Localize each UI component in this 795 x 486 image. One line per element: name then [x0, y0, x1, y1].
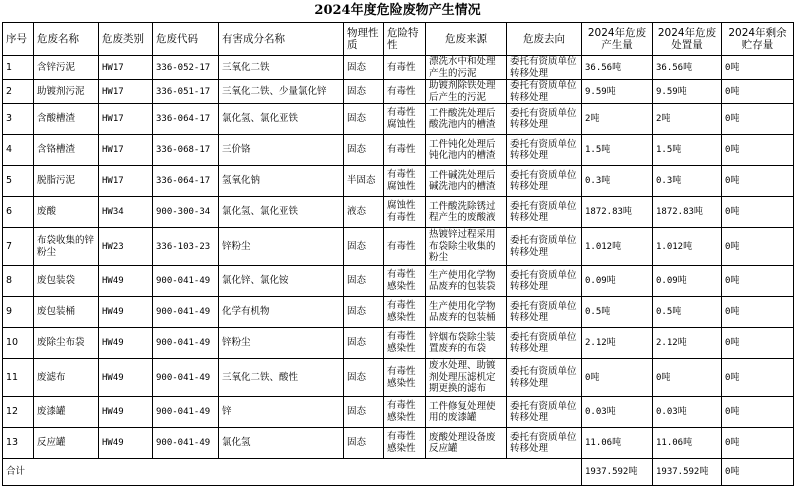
header-cell: 危废代码	[153, 23, 219, 56]
cell-index: 5	[3, 166, 34, 197]
cell-index: 1	[3, 56, 34, 80]
cell-index: 6	[3, 197, 34, 228]
cell-disposed-amount: 1872.83吨	[653, 197, 722, 228]
cell-waste-source: 漂洗水中和处理产生的污泥	[426, 56, 507, 80]
cell-disposed-amount: 0吨	[653, 359, 722, 397]
cell-waste-category: HW17	[99, 104, 153, 135]
cell-waste-source: 工件酸洗处理后酸洗池内的槽渣	[426, 104, 507, 135]
cell-hazard-property: 有毒性 感染性	[384, 428, 426, 459]
cell-index: 2	[3, 80, 34, 104]
cell-hazardous-component: 氢氧化钠	[219, 166, 344, 197]
cell-hazard-property: 有毒性 感染性	[384, 266, 426, 297]
cell-waste-code: 336-064-17	[153, 104, 219, 135]
cell-disposed-amount: 36.56吨	[653, 56, 722, 80]
cell-remaining-storage: 0吨	[722, 428, 794, 459]
cell-hazardous-component: 氯化锌、氯化铵	[219, 266, 344, 297]
cell-hazardous-component: 氯化氢、氯化亚铁	[219, 104, 344, 135]
cell-hazardous-component: 氯化氢	[219, 428, 344, 459]
cell-waste-category: HW17	[99, 56, 153, 80]
cell-waste-name: 废包装桶	[34, 297, 99, 328]
cell-index: 12	[3, 397, 34, 428]
header-cell: 危废类别	[99, 23, 153, 56]
cell-waste-destination: 委托有资质单位转移处理	[507, 135, 582, 166]
cell-physical-state: 固态	[344, 428, 384, 459]
cell-waste-code: 900-041-49	[153, 297, 219, 328]
cell-waste-category: HW49	[99, 297, 153, 328]
table-row	[3, 197, 794, 228]
header-cell: 物理性质	[344, 23, 384, 56]
cell-generated-amount: 2.12吨	[582, 328, 653, 359]
cell-waste-destination: 委托有资质单位转移处理	[507, 266, 582, 297]
table-row	[3, 266, 794, 297]
header-cell: 序号	[3, 23, 34, 56]
cell-generated-amount: 36.56吨	[582, 56, 653, 80]
cell-physical-state: 固态	[344, 104, 384, 135]
cell-hazard-property: 有毒性 感染性	[384, 359, 426, 397]
table-row	[3, 80, 794, 104]
cell-waste-destination: 委托有资质单位转移处理	[507, 197, 582, 228]
header-cell: 危废名称	[34, 23, 99, 56]
cell-generated-amount: 9.59吨	[582, 80, 653, 104]
cell-waste-code: 900-041-49	[153, 397, 219, 428]
cell-remaining-storage: 0吨	[722, 328, 794, 359]
cell-waste-source: 废水处理、助镀剂处理压滤机定期更换的滤布	[426, 359, 507, 397]
cell-waste-source: 废酸处理设备废反应罐	[426, 428, 507, 459]
cell-hazard-property: 有毒性 腐蚀性	[384, 166, 426, 197]
cell-remaining-storage: 0吨	[722, 80, 794, 104]
cell-waste-code: 336-068-17	[153, 135, 219, 166]
total-disposed: 1937.592吨	[653, 459, 722, 486]
cell-index: 9	[3, 297, 34, 328]
cell-physical-state: 固态	[344, 297, 384, 328]
cell-waste-category: HW17	[99, 166, 153, 197]
cell-hazard-property: 有毒性	[384, 228, 426, 266]
cell-waste-name: 布袋收集的锌粉尘	[34, 228, 99, 266]
cell-hazardous-component: 化学有机物	[219, 297, 344, 328]
header-cell: 危废来源	[426, 23, 507, 56]
cell-disposed-amount: 0.5吨	[653, 297, 722, 328]
cell-waste-code: 900-041-49	[153, 359, 219, 397]
cell-generated-amount: 1.012吨	[582, 228, 653, 266]
cell-waste-code: 336-064-17	[153, 166, 219, 197]
page-title: 2024年度危险废物产生情况	[314, 3, 481, 18]
table-row	[3, 135, 794, 166]
cell-index: 3	[3, 104, 34, 135]
cell-waste-name: 含锌污泥	[34, 56, 99, 80]
cell-waste-name: 废漆罐	[34, 397, 99, 428]
cell-waste-category: HW49	[99, 428, 153, 459]
cell-waste-category: HW49	[99, 359, 153, 397]
cell-waste-destination: 委托有资质单位转移处理	[507, 328, 582, 359]
cell-physical-state: 固态	[344, 266, 384, 297]
cell-waste-category: HW17	[99, 135, 153, 166]
cell-hazardous-component: 三氧化二铁、少量氯化锌	[219, 80, 344, 104]
cell-physical-state: 固态	[344, 56, 384, 80]
cell-index: 7	[3, 228, 34, 266]
cell-physical-state: 液态	[344, 197, 384, 228]
cell-index: 13	[3, 428, 34, 459]
cell-waste-category: HW23	[99, 228, 153, 266]
cell-remaining-storage: 0吨	[722, 166, 794, 197]
cell-physical-state: 半固态	[344, 166, 384, 197]
cell-waste-code: 900-041-49	[153, 328, 219, 359]
cell-generated-amount: 0.5吨	[582, 297, 653, 328]
cell-waste-destination: 委托有资质单位转移处理	[507, 297, 582, 328]
hazardous-waste-table	[2, 22, 794, 486]
cell-waste-destination: 委托有资质单位转移处理	[507, 80, 582, 104]
cell-hazard-property: 有毒性	[384, 56, 426, 80]
header-cell: 2024年危废产生量	[582, 23, 653, 56]
cell-physical-state: 固态	[344, 359, 384, 397]
table-row	[3, 397, 794, 428]
total-label: 合计	[3, 459, 582, 486]
cell-disposed-amount: 0.09吨	[653, 266, 722, 297]
cell-waste-name: 含铬槽渣	[34, 135, 99, 166]
cell-generated-amount: 1872.83吨	[582, 197, 653, 228]
cell-waste-name: 废滤布	[34, 359, 99, 397]
header-cell: 危废去向	[507, 23, 582, 56]
cell-remaining-storage: 0吨	[722, 135, 794, 166]
header-cell: 危险特性	[384, 23, 426, 56]
cell-disposed-amount: 1.5吨	[653, 135, 722, 166]
cell-waste-source: 助镀剂除铁处理后产生的污泥	[426, 80, 507, 104]
cell-physical-state: 固态	[344, 328, 384, 359]
cell-waste-source: 生产使用化学物品废弃的包装袋	[426, 266, 507, 297]
cell-waste-source: 工件修复处理使用的废漆罐	[426, 397, 507, 428]
cell-waste-category: HW49	[99, 397, 153, 428]
cell-disposed-amount: 11.06吨	[653, 428, 722, 459]
cell-hazard-property: 有毒性 感染性	[384, 297, 426, 328]
cell-generated-amount: 11.06吨	[582, 428, 653, 459]
cell-hazard-property: 有毒性 腐蚀性	[384, 104, 426, 135]
cell-waste-code: 900-041-49	[153, 266, 219, 297]
cell-hazard-property: 有毒性 感染性	[384, 397, 426, 428]
cell-hazardous-component: 锌粉尘	[219, 228, 344, 266]
cell-index: 10	[3, 328, 34, 359]
table-row	[3, 328, 794, 359]
cell-generated-amount: 2吨	[582, 104, 653, 135]
cell-waste-category: HW49	[99, 328, 153, 359]
cell-hazardous-component: 氯化氢、氯化亚铁	[219, 197, 344, 228]
cell-hazardous-component: 锌	[219, 397, 344, 428]
table-row	[3, 428, 794, 459]
header-cell: 有害成分名称	[219, 23, 344, 56]
cell-remaining-storage: 0吨	[722, 104, 794, 135]
cell-waste-code: 336-051-17	[153, 80, 219, 104]
cell-remaining-storage: 0吨	[722, 266, 794, 297]
table-row	[3, 359, 794, 397]
cell-remaining-storage: 0吨	[722, 397, 794, 428]
cell-waste-code: 900-300-34	[153, 197, 219, 228]
cell-waste-code: 900-041-49	[153, 428, 219, 459]
cell-waste-destination: 委托有资质单位转移处理	[507, 104, 582, 135]
cell-hazard-property: 有毒性	[384, 80, 426, 104]
cell-index: 11	[3, 359, 34, 397]
table-row	[3, 228, 794, 266]
cell-waste-category: HW17	[99, 80, 153, 104]
cell-physical-state: 固态	[344, 135, 384, 166]
cell-hazard-property: 腐蚀性 有毒性	[384, 197, 426, 228]
cell-generated-amount: 0.09吨	[582, 266, 653, 297]
cell-disposed-amount: 2.12吨	[653, 328, 722, 359]
cell-hazard-property: 有毒性 感染性	[384, 328, 426, 359]
table-row	[3, 297, 794, 328]
cell-waste-name: 反应罐	[34, 428, 99, 459]
cell-waste-name: 废除尘布袋	[34, 328, 99, 359]
total-remaining: 0吨	[722, 459, 794, 486]
cell-disposed-amount: 0.3吨	[653, 166, 722, 197]
cell-waste-destination: 委托有资质单位转移处理	[507, 56, 582, 80]
cell-disposed-amount: 2吨	[653, 104, 722, 135]
cell-waste-source: 工件碱洗处理后碱洗池内的槽渣	[426, 166, 507, 197]
cell-physical-state: 固态	[344, 228, 384, 266]
cell-waste-code: 336-103-23	[153, 228, 219, 266]
cell-generated-amount: 0.03吨	[582, 397, 653, 428]
cell-remaining-storage: 0吨	[722, 297, 794, 328]
cell-physical-state: 固态	[344, 80, 384, 104]
cell-waste-name: 废包装袋	[34, 266, 99, 297]
cell-waste-name: 废酸	[34, 197, 99, 228]
cell-waste-source: 热镀锌过程采用布袋除尘收集的粉尘	[426, 228, 507, 266]
cell-waste-destination: 委托有资质单位转移处理	[507, 397, 582, 428]
cell-hazardous-component: 三氧化二铁	[219, 56, 344, 80]
cell-waste-name: 脱脂污泥	[34, 166, 99, 197]
cell-waste-source: 工件酸洗除锈过程产生的废酸液	[426, 197, 507, 228]
header-cell: 2024年剩余贮存量	[722, 23, 794, 56]
cell-waste-destination: 委托有资质单位转移处理	[507, 428, 582, 459]
total-row	[3, 459, 794, 486]
cell-waste-category: HW34	[99, 197, 153, 228]
cell-waste-source: 生产使用化学物品废弃的包装桶	[426, 297, 507, 328]
table-row	[3, 166, 794, 197]
table-row	[3, 56, 794, 80]
table-row	[3, 104, 794, 135]
cell-index: 8	[3, 266, 34, 297]
cell-hazardous-component: 三价铬	[219, 135, 344, 166]
table-body	[3, 56, 794, 459]
header-cell: 2024年危废处置量	[653, 23, 722, 56]
table-header-row	[3, 23, 794, 56]
cell-generated-amount: 0吨	[582, 359, 653, 397]
cell-disposed-amount: 9.59吨	[653, 80, 722, 104]
cell-remaining-storage: 0吨	[722, 197, 794, 228]
cell-hazardous-component: 三氧化二铁、酸性	[219, 359, 344, 397]
cell-waste-code: 336-052-17	[153, 56, 219, 80]
cell-waste-destination: 委托有资质单位转移处理	[507, 228, 582, 266]
cell-remaining-storage: 0吨	[722, 56, 794, 80]
cell-hazardous-component: 锌粉尘	[219, 328, 344, 359]
cell-disposed-amount: 1.012吨	[653, 228, 722, 266]
cell-waste-destination: 委托有资质单位转移处理	[507, 359, 582, 397]
cell-waste-name: 含酸槽渣	[34, 104, 99, 135]
cell-generated-amount: 0.3吨	[582, 166, 653, 197]
cell-waste-name: 助镀剂污泥	[34, 80, 99, 104]
cell-waste-destination: 委托有资质单位转移处理	[507, 166, 582, 197]
cell-waste-category: HW49	[99, 266, 153, 297]
cell-disposed-amount: 0.03吨	[653, 397, 722, 428]
total-generated: 1937.592吨	[582, 459, 653, 486]
cell-index: 4	[3, 135, 34, 166]
cell-waste-source: 工件钝化处理后钝化池内的槽渣	[426, 135, 507, 166]
cell-hazard-property: 有毒性	[384, 135, 426, 166]
cell-generated-amount: 1.5吨	[582, 135, 653, 166]
cell-remaining-storage: 0吨	[722, 359, 794, 397]
cell-waste-source: 锌烟布袋除尘装置废弃的布袋	[426, 328, 507, 359]
cell-remaining-storage: 0吨	[722, 228, 794, 266]
cell-physical-state: 固态	[344, 397, 384, 428]
